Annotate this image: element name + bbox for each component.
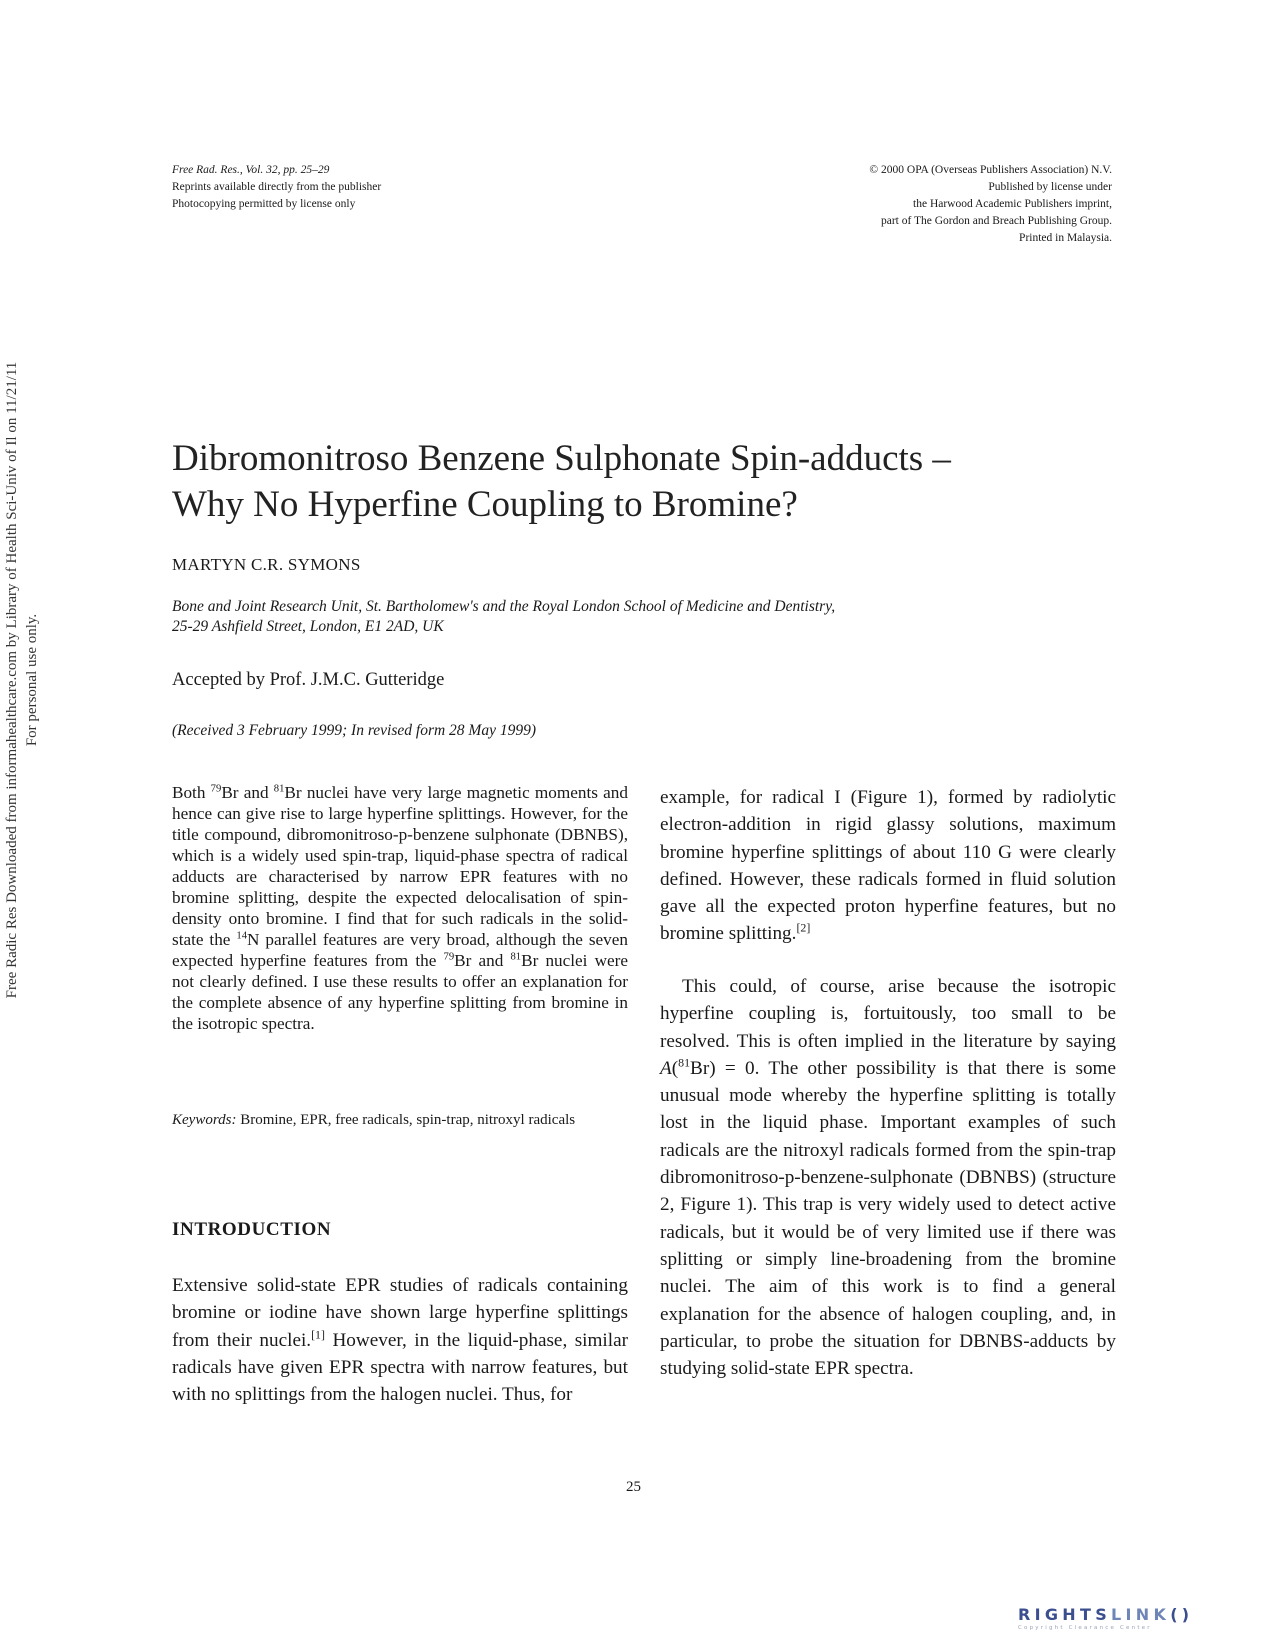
abstract-text: Br nuclei have very large magnetic moments and hence can give rise to large hyperfine splittings. However, for the title compound, dibromonitroso-p-benzene sulphonate (DBNBS), which is a widely used spin-trap, liquid-phase spectra of radical adducts are characterised by narrow EPR features with no bromine splitting, despite the expected delocalisation of spin-density onto bromine. I find that for such radicals in the solid-state the [172,783,628,949]
affiliation [172,597,1132,637]
paragraph-text: However, in the liquid-phase, similar radicals have given EPR spectra with narrow features, but with no splittings from the halogen nuclei. Thus, for [172,1329,629,1406]
imprint-line: the Harwood Academic Publishers imprint, [913,198,1112,210]
publisher-block [700,162,1112,247]
license-line: Published by license under [988,181,1112,193]
keywords-list: Bromine, EPR, free radicals, spin-trap, nitroxyl radicals [236,1112,576,1128]
logo-subtitle: Copyright Clearance Center [1018,1625,1152,1631]
rightslink-logo [1018,1605,1248,1641]
paragraph-text: ( [671,1057,679,1079]
isotope-superscript: 79 [210,783,222,795]
isotope-superscript: 14 [236,930,248,942]
personal-use-note: For personal use only. [24,613,40,747]
abstract-text: N parallel features are very broad, although the seven expected hyperfine features from the [172,930,629,970]
abstract-text: Br and [221,783,274,802]
citation-ref: [2] [796,921,811,936]
coupling-symbol: A [660,1057,672,1079]
section-heading-introduction: INTRODUCTION [172,1219,332,1240]
keywords-label: Keywords: [172,1112,237,1128]
right-column-paragraph-1 [660,784,1116,948]
received-dates: (Received 3 February 1999; In revised form 28 May 1999) [172,722,536,739]
paragraph-text: Br) = 0. The other possibility is that there is some unusual mode whereby the hyperfine splitting is totally lost in the liquid phase. Important examples of such radicals are the nitroxyl radicals formed from the spin-trap dibromonitroso-p-benzene-sulphonate (DBNBS) (structure 2, Figure 1). This trap is very widely used to detect active radicals, but it would be of very limited use if there was splitting or simply line-broadening from the bromine nuclei. The aim of this work is to find a general explanation for the absence of halogen coupling, and, in particular, to probe the situation for DBNBS-adducts by studying solid-state EPR spectra. [660,1057,1116,1380]
abstract [172,782,628,1034]
paragraph-text: example, for radical I (Figure 1), formed by radiolytic electron-addition in rigid glassy solutions, maximum bromine hyperfine splittings of about 110 G were clearly defined. However, these radicals formed in fluid solution gave all the expected proton hyperfine features, but no bromine splitting. [660,787,1116,945]
photocopy-note: Photocopying permitted by license only [172,198,356,210]
page-number: 25 [626,1479,641,1495]
citation-ref: [1] [311,1327,325,1342]
copyright-line: © 2000 OPA (Overseas Publishers Association) N.V. [869,164,1112,176]
title-line-1: Dibromonitroso Benzene Sulphonate Spin-adducts – [172,438,951,479]
reprints-note: Reprints available directly from the publisher [172,181,382,193]
abstract-text: Br nuclei were not clearly defined. I use these results to offer an explanation for the complete absence of any hyperfine splitting from bromine in the isotropic spectra. [172,951,628,1033]
right-column-paragraph-2 [660,973,1116,1382]
abstract-text: Br and [454,951,511,970]
logo-text-link: LINK [1111,1605,1171,1624]
download-watermark [2,180,46,1180]
accepted-by: Accepted by Prof. J.M.C. Gutteridge [172,670,445,690]
logo-text-rights: RIGHTS [1018,1605,1112,1624]
isotope-superscript: 79 [443,951,455,963]
group-line: part of The Gordon and Breach Publishing Group. [880,215,1112,227]
paragraph-text: This could, of course, arise because the isotropic hyperfine coupling is, fortuitously, too small to be resolved. This is often implied in the literature by saying [660,976,1116,1052]
article-title [172,436,1132,528]
isotope-superscript: 81 [510,951,522,963]
isotope-superscript: 81 [273,783,285,795]
logo-mark-icon: () [1170,1605,1194,1624]
paragraph-text: Extensive solid-state EPR studies of radicals containing bromine or iodine have shown large hyperfine splittings from their nuclei. [172,1275,628,1351]
isotope-superscript: 81 [678,1055,691,1070]
download-source: Free Radic Res Downloaded from informahealthcare.com by Library of Health Sci-Univ of Il on 11/21/11 [4,361,20,999]
abstract-text: Both [172,783,211,802]
introduction-paragraph [172,1272,628,1408]
affiliation-line-2: 25-29 Ashfield Street, London, E1 2AD, UK [172,618,444,635]
journal-citation: Free Rad. Res., Vol. 32, pp. 25–29 [172,164,330,176]
keywords [172,1111,628,1130]
title-line-2: Why No Hyperfine Coupling to Bromine? [172,484,798,525]
rightslink-wordmark [1018,1605,1248,1624]
author-name: MARTYN C.R. SYMONS [172,555,361,574]
journal-citation-block [172,162,381,213]
affiliation-line-1: Bone and Joint Research Unit, St. Bartholomew's and the Royal London School of Medicine and Dentistry, [172,598,836,615]
printed-line: Printed in Malaysia. [1019,232,1112,244]
